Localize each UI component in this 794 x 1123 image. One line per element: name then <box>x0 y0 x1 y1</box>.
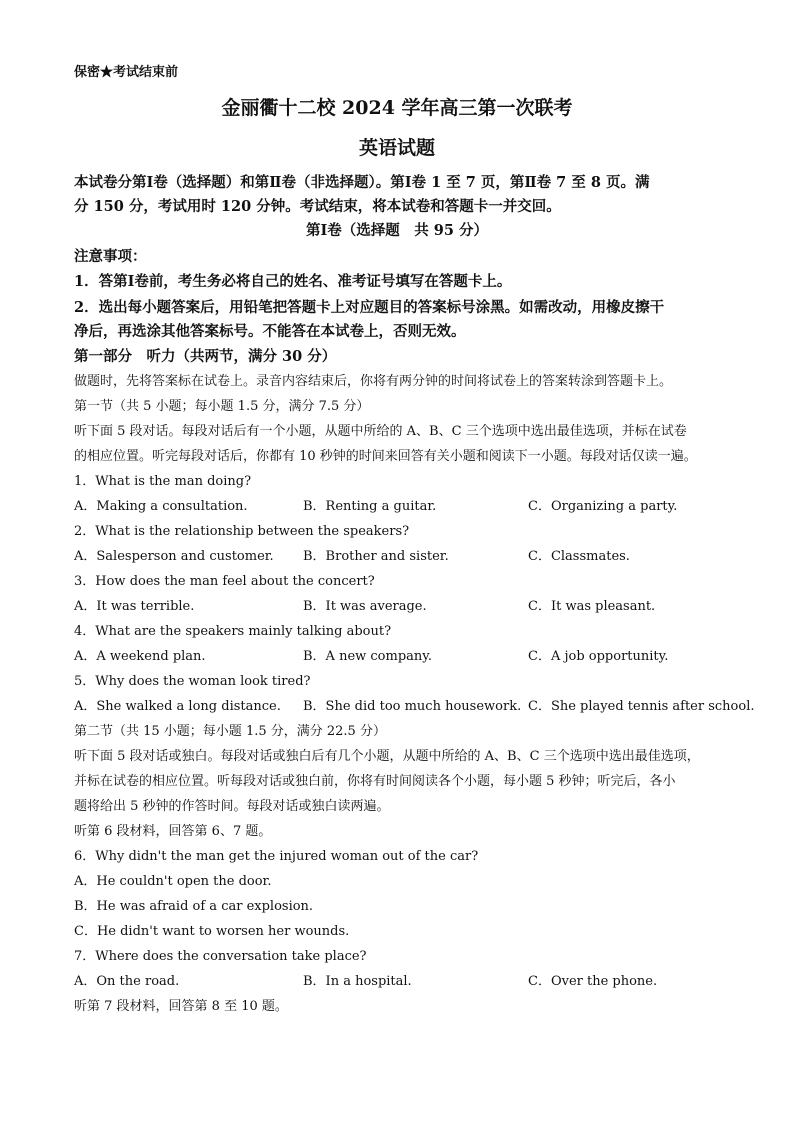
option-b: B．It was average. <box>303 599 427 614</box>
question-stem: 6．Why didn't the man get the injured woman out of the car? <box>74 849 479 864</box>
question-stem: 5．Why does the woman look tired? <box>74 674 311 689</box>
notes-item-2-line-1: 2．选出每小题答案后，用铅笔把答题卡上对应题目的答案标号涂黑。如需改动，用橡皮擦干 <box>74 299 665 316</box>
section2-heading: 第二节（共 15 小题；每小题 1.5 分，满分 22.5 分） <box>74 724 386 739</box>
section2-instruction-line-1: 听下面 5 段对话或独白。每段对话或独白后有几个小题，从题中所给的 A、B、C 三个选项中选出最佳选项， <box>74 749 700 764</box>
material-7-heading: 听第 7 段材料，回答第 8 至 10 题。 <box>74 999 288 1014</box>
question-stem: 1．What is the man doing? <box>74 474 252 489</box>
question-stem: 7．Where does the conversation take place? <box>74 949 367 964</box>
notes-heading: 注意事项： <box>74 248 147 265</box>
option-a: A．He couldn't open the door. <box>74 874 272 889</box>
option-c: C．It was pleasant. <box>528 599 656 614</box>
exam-subtitle: 英语试题 <box>358 137 435 159</box>
option-c: C．She played tennis after school. <box>528 699 755 714</box>
option-c: C．A job opportunity. <box>528 649 669 664</box>
option-b: B．Renting a guitar. <box>303 499 437 514</box>
section1-heading: 第一节（共 5 小题；每小题 1.5 分，满分 7.5 分） <box>74 399 370 414</box>
section2-instruction-line-3: 题将给出 5 秒钟的作答时间。每段对话或独白读两遍。 <box>74 799 390 814</box>
option-c: C．Over the phone. <box>528 974 658 989</box>
part1-heading: 第一部分 听力（共两节，满分 30 分） <box>74 348 337 365</box>
section2-instruction-line-2: 并标在试卷的相应位置。听每段对话或独白前，你将有时间阅读各个小题，每小题 5 秒钟；听完后，各小 <box>74 774 676 789</box>
part1-instruction: 做题时，先将答案标在试卷上。录音内容结束后，你将有两分钟的时间将试卷上的答案转涂到答题卡上。 <box>74 374 673 389</box>
option-c: C．Organizing a party. <box>528 499 678 514</box>
question-stem: 3．How does the man feel about the concert? <box>74 574 375 589</box>
question-stem: 2．What is the relationship between the speakers? <box>74 524 410 539</box>
option-b: B．In a hospital. <box>303 974 412 989</box>
option-b: B．Brother and sister. <box>303 549 449 564</box>
notes-item-2-line-2: 净后，再选涂其他答案标号。不能答在本试卷上，否则无效。 <box>74 323 466 340</box>
exam-title: 金丽衢十二校 2024 学年高三第一次联考 <box>221 97 573 119</box>
option-c: C．He didn't want to worsen her wounds. <box>74 924 350 939</box>
option-b: B．A new company. <box>303 649 433 664</box>
option-b: B．She did too much housework. <box>303 699 522 714</box>
option-a: A．On the road. <box>74 974 180 989</box>
material-6-heading: 听第 6 段材料，回答第 6、7 题。 <box>74 824 272 839</box>
intro-line-2: 分 150 分，考试用时 120 分钟。考试结束，将本试卷和答题卡一并交回。 <box>74 198 561 215</box>
intro-line-1: 本试卷分第Ⅰ卷（选择题）和第Ⅱ卷（非选择题）。第Ⅰ卷 1 至 7 页，第Ⅱ卷 7 至 8 页。满 <box>74 174 650 191</box>
option-a: A．She walked a long distance. <box>74 699 281 714</box>
confidential-label: 保密★考试结束前 <box>74 65 179 80</box>
section1-instruction-line-2: 的相应位置。听完每段对话后，你都有 10 秒钟的时间来回答有关小题和阅读下一小题。每段对话仅读一遍。 <box>74 449 697 464</box>
option-b: B．He was afraid of a car explosion. <box>74 899 314 914</box>
section1-instruction-line-1: 听下面 5 段对话。每段对话后有一个小题，从题中所给的 A、B、C 三个选项中选出最佳选项，并标在试卷 <box>74 424 687 439</box>
option-a: A．It was terrible. <box>74 599 195 614</box>
notes-item-1: 1．答第Ⅰ卷前，考生务必将自己的姓名、准考证号填写在答题卡上。 <box>74 273 512 290</box>
option-a: A．Making a consultation. <box>74 499 248 514</box>
option-a: A．A weekend plan. <box>74 649 206 664</box>
option-a: A．Salesperson and customer. <box>74 549 274 564</box>
option-c: C．Classmates. <box>528 549 630 564</box>
question-stem: 4．What are the speakers mainly talking about? <box>74 624 392 639</box>
volume-heading: 第Ⅰ卷（选择题 共 95 分） <box>305 222 489 239</box>
